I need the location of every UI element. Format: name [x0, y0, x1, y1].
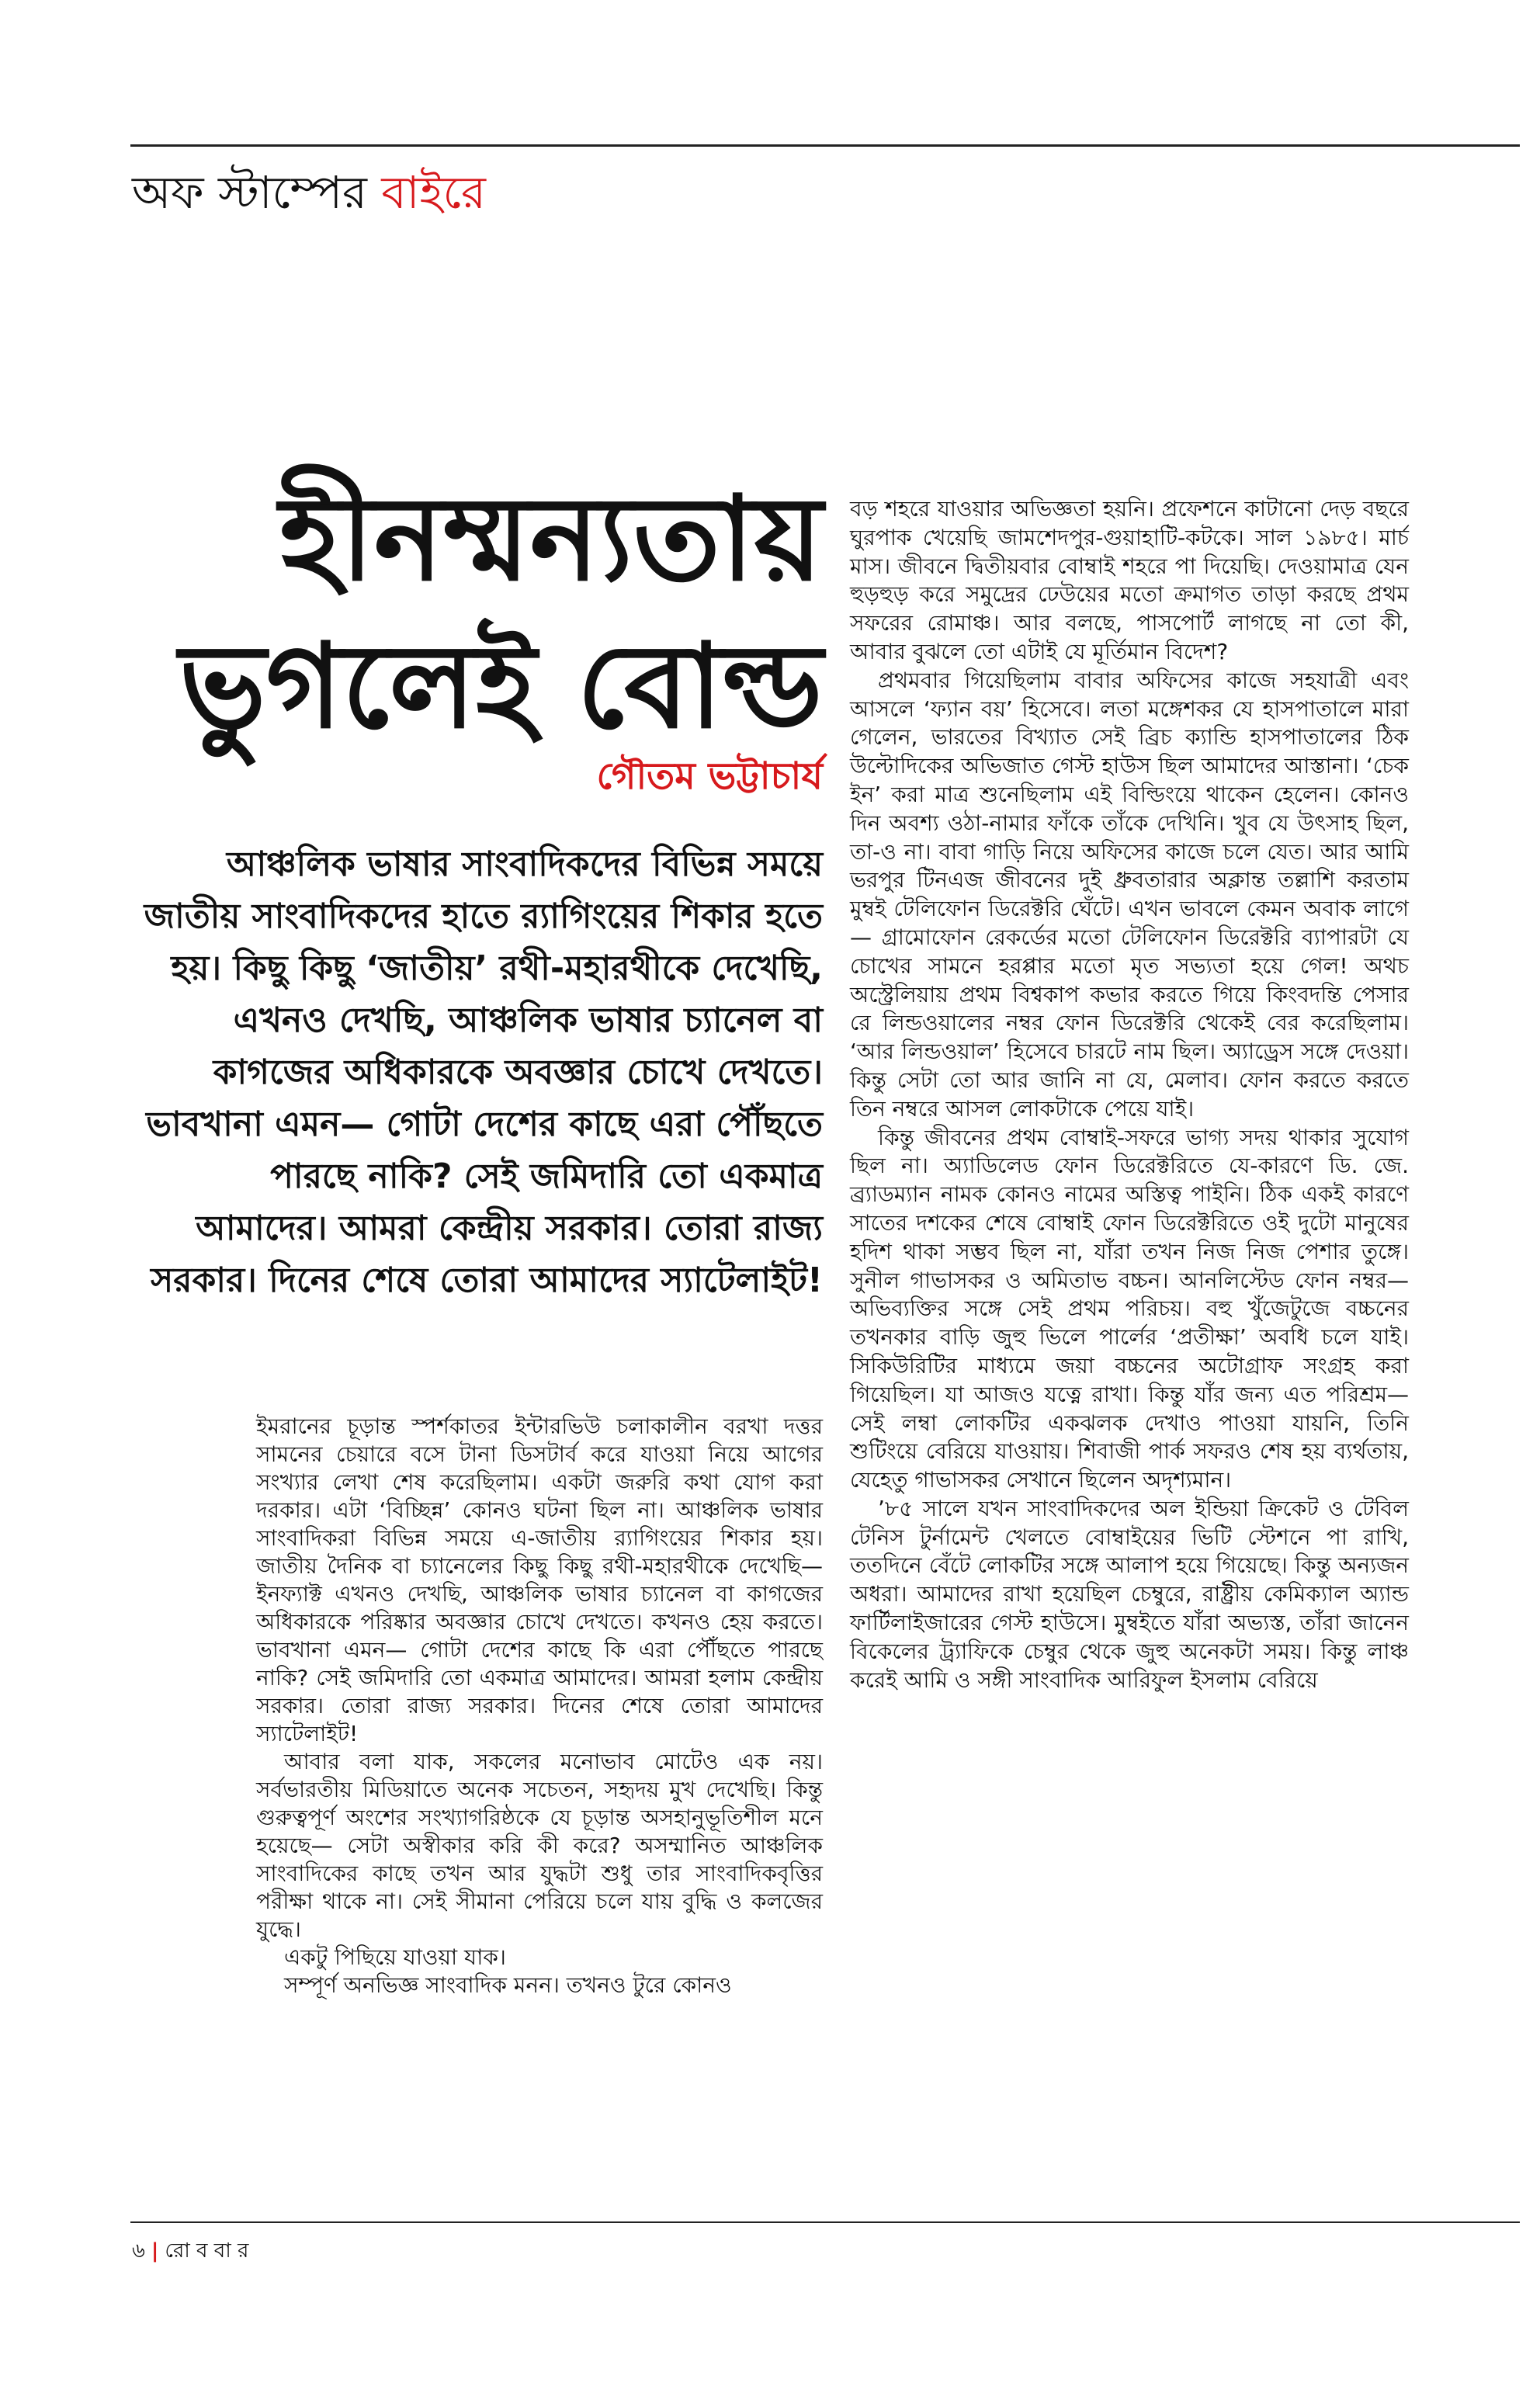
headline-line-2: ভুগলেই বোল্ড: [179, 619, 823, 754]
folio-separator: |: [151, 2239, 159, 2263]
paragraph: প্রথমবার গিয়েছিলাম বাবার অফিসের কাজে সহযাত্রী এবং আসলে ‘ফ্যান বয়’ হিসেবে। লতা মঙ্গেশকর যে হাসপাতালে মারা গেলেন, ভারতের বিখ্যাত সেই ব্রিচ ক্যান্ডি হাসপাতালের ঠিক উল্টোদিকের অভিজাত গেস্ট হাউস ছিল আমাদের আস্তানা। ‘চেক ইন’ করা মাত্র শুনেছিলাম এই বিল্ডিংয়ে থাকেন হেলেন। কোনও দিন অবশ্য ওঠা-নামার ফাঁকে তাঁকে দেখিনি। খুব যে উৎসাহ ছিল, তা-ও না। বাবা গাড়ি নিয়ে অফিসের কাজে চলে যেত। আর আমি ভরপুর টিনএজ জীবনের দুই ধ্রুবতারার অক্লান্ত তল্লাশি করতাম মুম্বই টেলিফোন ডিরেক্টরি ঘেঁটে। এখন ভাবলে কেমন অবাক লাগে— গ্রামোফোন রেকর্ডের মতো টেলিফোন ডিরেক্টরি ব্যাপারটা যে চোখের সামনে হরপ্পার মতো মৃত সভ্যতা হয়ে গেল! অথচ অস্ট্রেলিয়ায় প্রথম বিশ্বকাপ কভার করতে গিয়ে কিংবদন্তি পেসার রে লিন্ডওয়ালের নম্বর ফোন ডিরেক্টরি থেকেই বের করেছিলাম। ‘আর লিন্ডওয়াল’ হিসেবে চারটে নাম ছিল। অ্যাড্রেস সঙ্গে দেওয়া। কিন্তু সেটা তো আর জানি না যে, মেলাব। ফোন করতে করতে তিন নম্বরে আসল লোকটাকে পেয়ে যাই।: [850, 667, 1409, 1122]
footer-folio: [132, 2235, 248, 2266]
paragraph: কিন্তু জীবনের প্রথম বোম্বাই-সফরে ভাগ্য সদয় থাকার সুযোগ ছিল না। অ্যাডিলেড ফোন ডিরেক্টরিতে যে-কারণে ডি. জে. ব্র্যাডম্যান নামক কোনও নামের অস্তিত্ব পাইনি। ঠিক একই কারণে সাতের দশকের শেষে বোম্বাই ফোন ডিরেক্টরিতে ওই দুটো মানুষের হদিশ থাকা সম্ভব ছিল না, যাঁরা তখন নিজ নিজ পেশার তুঙ্গে। সুনীল গাভাসকর ও অমিতাভ বচ্চন। আনলিস্টেড ফোন নম্বর— অভিব্যক্তির সঙ্গে সেই প্রথম পরিচয়। বহু খুঁজেটুজে বচ্চনের তখনকার বাড়ি জুহু ভিলে পার্লের ‘প্রতীক্ষা’ অবধি চলে যাই। সিকিউরিটির মাধ্যমে জয়া বচ্চনের অটোগ্রাফ সংগ্রহ করা গিয়েছিল। যা আজও যত্নে রাখা। কিন্তু যাঁর জন্য এত পরিশ্রম— সেই লম্বা লোকটির একঝলক দেখাও পাওয়া যায়নি, তিনি শুটিংয়ে বেরিয়ে যাওয়ায়। শিবাজী পার্ক সফরও শেষ হয় ব্যর্থতায়, যেহেতু গাভাসকর সেখানে ছিলেন অদৃশ্যমান।: [850, 1124, 1409, 1493]
magazine-name: রো ব বা র: [165, 2239, 249, 2263]
paragraph: একটু পিছিয়ে যাওয়া যাক।: [284, 1944, 506, 1970]
paragraph: ’৮৫ সালে যখন সাংবাদিকদের অল ইন্ডিয়া ক্রিকেট ও টেবিল টেনিস টুর্নামেন্ট খেলতে বোম্বাইয়ের ভিটি স্টেশনে পা রাখি, ততদিনে বেঁটে লোকটির সঙ্গে আলাপ হয়ে গিয়েছে। কিন্তু অন্যজন অধরা। আমাদের রাখা হয়েছিল চেম্বুরে, রাষ্ট্রীয় কেমিক্যাল অ্যান্ড ফার্টিলাইজারের গেস্ট হাউসে। মুম্বইতে যাঁরা অভ্যস্ত, তাঁরা জানেন বিকেলের ট্র্যাফিকে চেম্বুর থেকে জুহু অনেকটা সময়। কিন্তু লাঞ্চ করেই আমি ও সঙ্গী সাংবাদিক আরিফুল ইসলাম বেরিয়ে: [850, 1495, 1409, 1693]
footer-rule: [130, 2221, 1520, 2223]
standfirst: আঞ্চলিক ভাষার সাংবাদিকদের বিভিন্ন সময়ে জাতীয় সাংবাদিকদের হাতে র‌্যাগিংয়ের শিকার হতে হয়। কিছু কিছু ‘জাতীয়’ রথী-মহারথীকে দেখেছি, এখনও দেখছি, আঞ্চলিক ভাষার চ্যানেল বা কাগজের অধিকারকে অবজ্ঞার চোখে দেখতে। ভাবখানা এমন— গোটা দেশের কাছে এরা পৌঁছতে পারছে নাকি? সেই জমিদারি তো একমাত্র আমাদের। আমরা কেন্দ্রীয় সরকার। তোরা রাজ্য সরকার। দিনের শেষে তোরা আমাদের স্যাটেলাইট!: [144, 844, 823, 1300]
section-label-main: অফ স্টাম্পের: [132, 166, 367, 219]
body-column-left: [256, 1413, 823, 1999]
page-number: ৬: [132, 2239, 145, 2263]
byline: গৌতম ভট্টাচার্য: [596, 754, 823, 798]
paragraph: আবার বলা যাক, সকলের মনোভাব মোটেও এক নয়। সর্বভারতীয় মিডিয়াতে অনেক সচেতন, সহৃদয় মুখ দেখেছি। কিন্তু গুরুত্বপূর্ণ অংশের সংখ্যাগরিষ্ঠকে যে চূড়ান্ত অসহানুভূতিশীল মনে হয়েছে— সেটা অস্বীকার করি কী করে? অসম্মানিত আঞ্চলিক সাংবাদিকের কাছে তখন আর যুদ্ধটা শুধু তার সাংবাদিকবৃত্তির পরীক্ষা থাকে না। সেই সীমানা পেরিয়ে চলে যায় বুদ্ধি ও কলজের যুদ্ধে।: [256, 1749, 823, 1942]
headline-line-1: হীনম্মন্যতায়: [279, 472, 823, 607]
paragraph: ইমরানের চূড়ান্ত স্পর্শকাতর ইন্টারভিউ চলাকালীন বরখা দত্তর সামনের চেয়ারে বসে টানা ডিসটার্ব করে যাওয়া নিয়ে আগের সংখ্যার লেখা শেষ করেছিলাম। একটা জরুরি কথা যোগ করা দরকার। এটা ‘বিচ্ছিন্ন’ কোনও ঘটনা ছিল না। আঞ্চলিক ভাষার সাংবাদিকরা বিভিন্ন সময়ে এ-জাতীয় র‌্যাগিংয়ের শিকার হয়। জাতীয় দৈনিক বা চ্যানেলের কিছু কিছু রথী-মহারথীকে দেখেছি— ইনফ্যাক্ট এখনও দেখছি, আঞ্চলিক ভাষার চ্যানেল বা কাগজের অধিকারকে পরিষ্কার অবজ্ঞার চোখে দেখতে। কখনও হেয় করতে। ভাবখানা এমন— গোটা দেশের কাছে কি এরা পৌঁছতে পারছে নাকি? সেই জমিদারি তো একমাত্র আমাদের। আমরা হলাম কেন্দ্রীয় সরকার। তোরা রাজ্য সরকার। দিনের শেষে তোরা আমাদের স্যাটেলাইট!: [256, 1413, 823, 1746]
paragraph: সম্পূর্ণ অনভিজ্ঞ সাংবাদিক মনন। তখনও টুরে কোনও: [284, 1972, 732, 1998]
section-label: [132, 161, 486, 224]
paragraph: বড় শহরে যাওয়ার অভিজ্ঞতা হয়নি। প্রফেশনে কাটানো দেড় বছরে ঘুরপাক খেয়েছি জামশেদপুর-গুয়াহাটি-কটকে। সাল ১৯৮৫। মার্চ মাস। জীবনে দ্বিতীয়বার বোম্বাই শহরে পা দিয়েছি। দেওয়ামাত্র যেন হুড়হুড় করে সমুদ্রের ঢেউয়ের মতো ক্রমাগত তাড়া করছে প্রথম সফরের রোমাঞ্চ। আর বলছে, পাসপোর্ট লাগছে না তো কী, আবার বুঝলে তো এটাই যে মূর্তিমান বিদেশ?: [850, 496, 1409, 664]
headline: [140, 466, 823, 761]
header-rule: [130, 144, 1520, 147]
body-column-right: [850, 495, 1409, 1694]
section-label-accent: বাইরে: [381, 166, 486, 219]
